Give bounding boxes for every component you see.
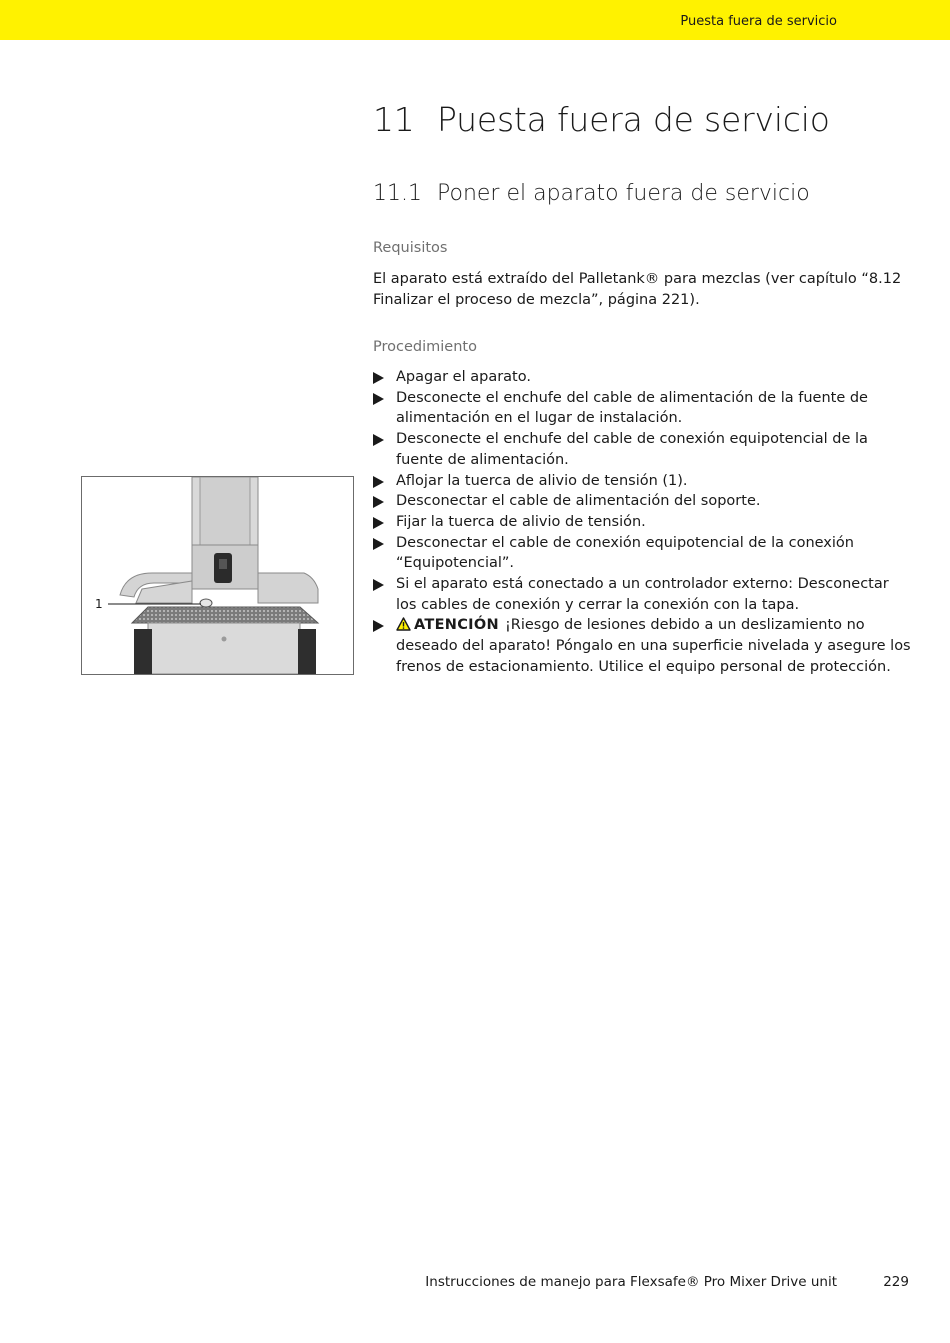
device-figure <box>81 476 354 675</box>
chapter-number: 11 <box>373 100 415 139</box>
arrow-icon <box>373 434 384 446</box>
arrow-icon <box>373 538 384 550</box>
arrow-icon <box>373 476 384 488</box>
warning-triangle-icon <box>396 617 411 631</box>
figure-callout-number: 1 <box>95 597 103 611</box>
arrow-icon <box>373 372 384 384</box>
procedure-step: Fijar la tuerca de alivio de tensión. <box>373 512 913 533</box>
chapter-heading <box>373 100 830 139</box>
procedure-step: Aflojar la tuerca de alivio de tensión (1). <box>373 471 913 492</box>
requirements-heading: Requisitos <box>373 240 448 256</box>
procedure-heading: Procedimiento <box>373 339 477 355</box>
procedure-step-warning <box>373 615 913 677</box>
footer-manual-title: Instrucciones de manejo para Flexsafe® Pro Mixer Drive unit <box>425 1274 837 1290</box>
section-number: 11.1 <box>373 181 422 206</box>
chapter-title: Puesta fuera de servicio <box>437 100 830 139</box>
device-illustration <box>82 477 353 674</box>
section-heading <box>373 181 810 206</box>
arrow-icon <box>373 517 384 529</box>
procedure-step: Si el aparato está conectado a un controlador externo: Desconectar los cables de conexión y cerrar la conexión con la tapa. <box>373 574 913 615</box>
arrow-icon <box>373 620 384 632</box>
warning-text: ¡Riesgo de lesiones debido a un deslizamiento no deseado del aparato! Póngalo en una superficie nivelada y asegure los frenos de estacionamiento. Utilice el equipo personal de protección. <box>396 617 911 675</box>
running-header-title: Puesta fuera de servicio <box>680 14 837 29</box>
procedure-step: Desconectar el cable de alimentación del soporte. <box>373 491 913 512</box>
arrow-icon <box>373 496 384 508</box>
procedure-step: Desconectar el cable de conexión equipotencial de la conexión “Equipotencial”. <box>373 533 913 574</box>
procedure-step: Apagar el aparato. <box>373 367 913 388</box>
warning-label: ATENCIÓN <box>414 617 499 634</box>
procedure-step: Desconecte el enchufe del cable de conexión equipotencial de la fuente de alimentación. <box>373 429 913 470</box>
arrow-icon <box>373 393 384 405</box>
arrow-icon <box>373 579 384 591</box>
requirements-text: El aparato está extraído del Palletank® para mezclas (ver capítulo “8.12 Finalizar el proceso de mezcla”, página 221). <box>373 271 902 308</box>
procedure-steps <box>373 367 913 678</box>
procedure-step: Desconecte el enchufe del cable de alimentación de la fuente de alimentación en el lugar de instalación. <box>373 388 913 429</box>
page-number: 229 <box>883 1274 909 1290</box>
section-title: Poner el aparato fuera de servicio <box>437 181 810 206</box>
